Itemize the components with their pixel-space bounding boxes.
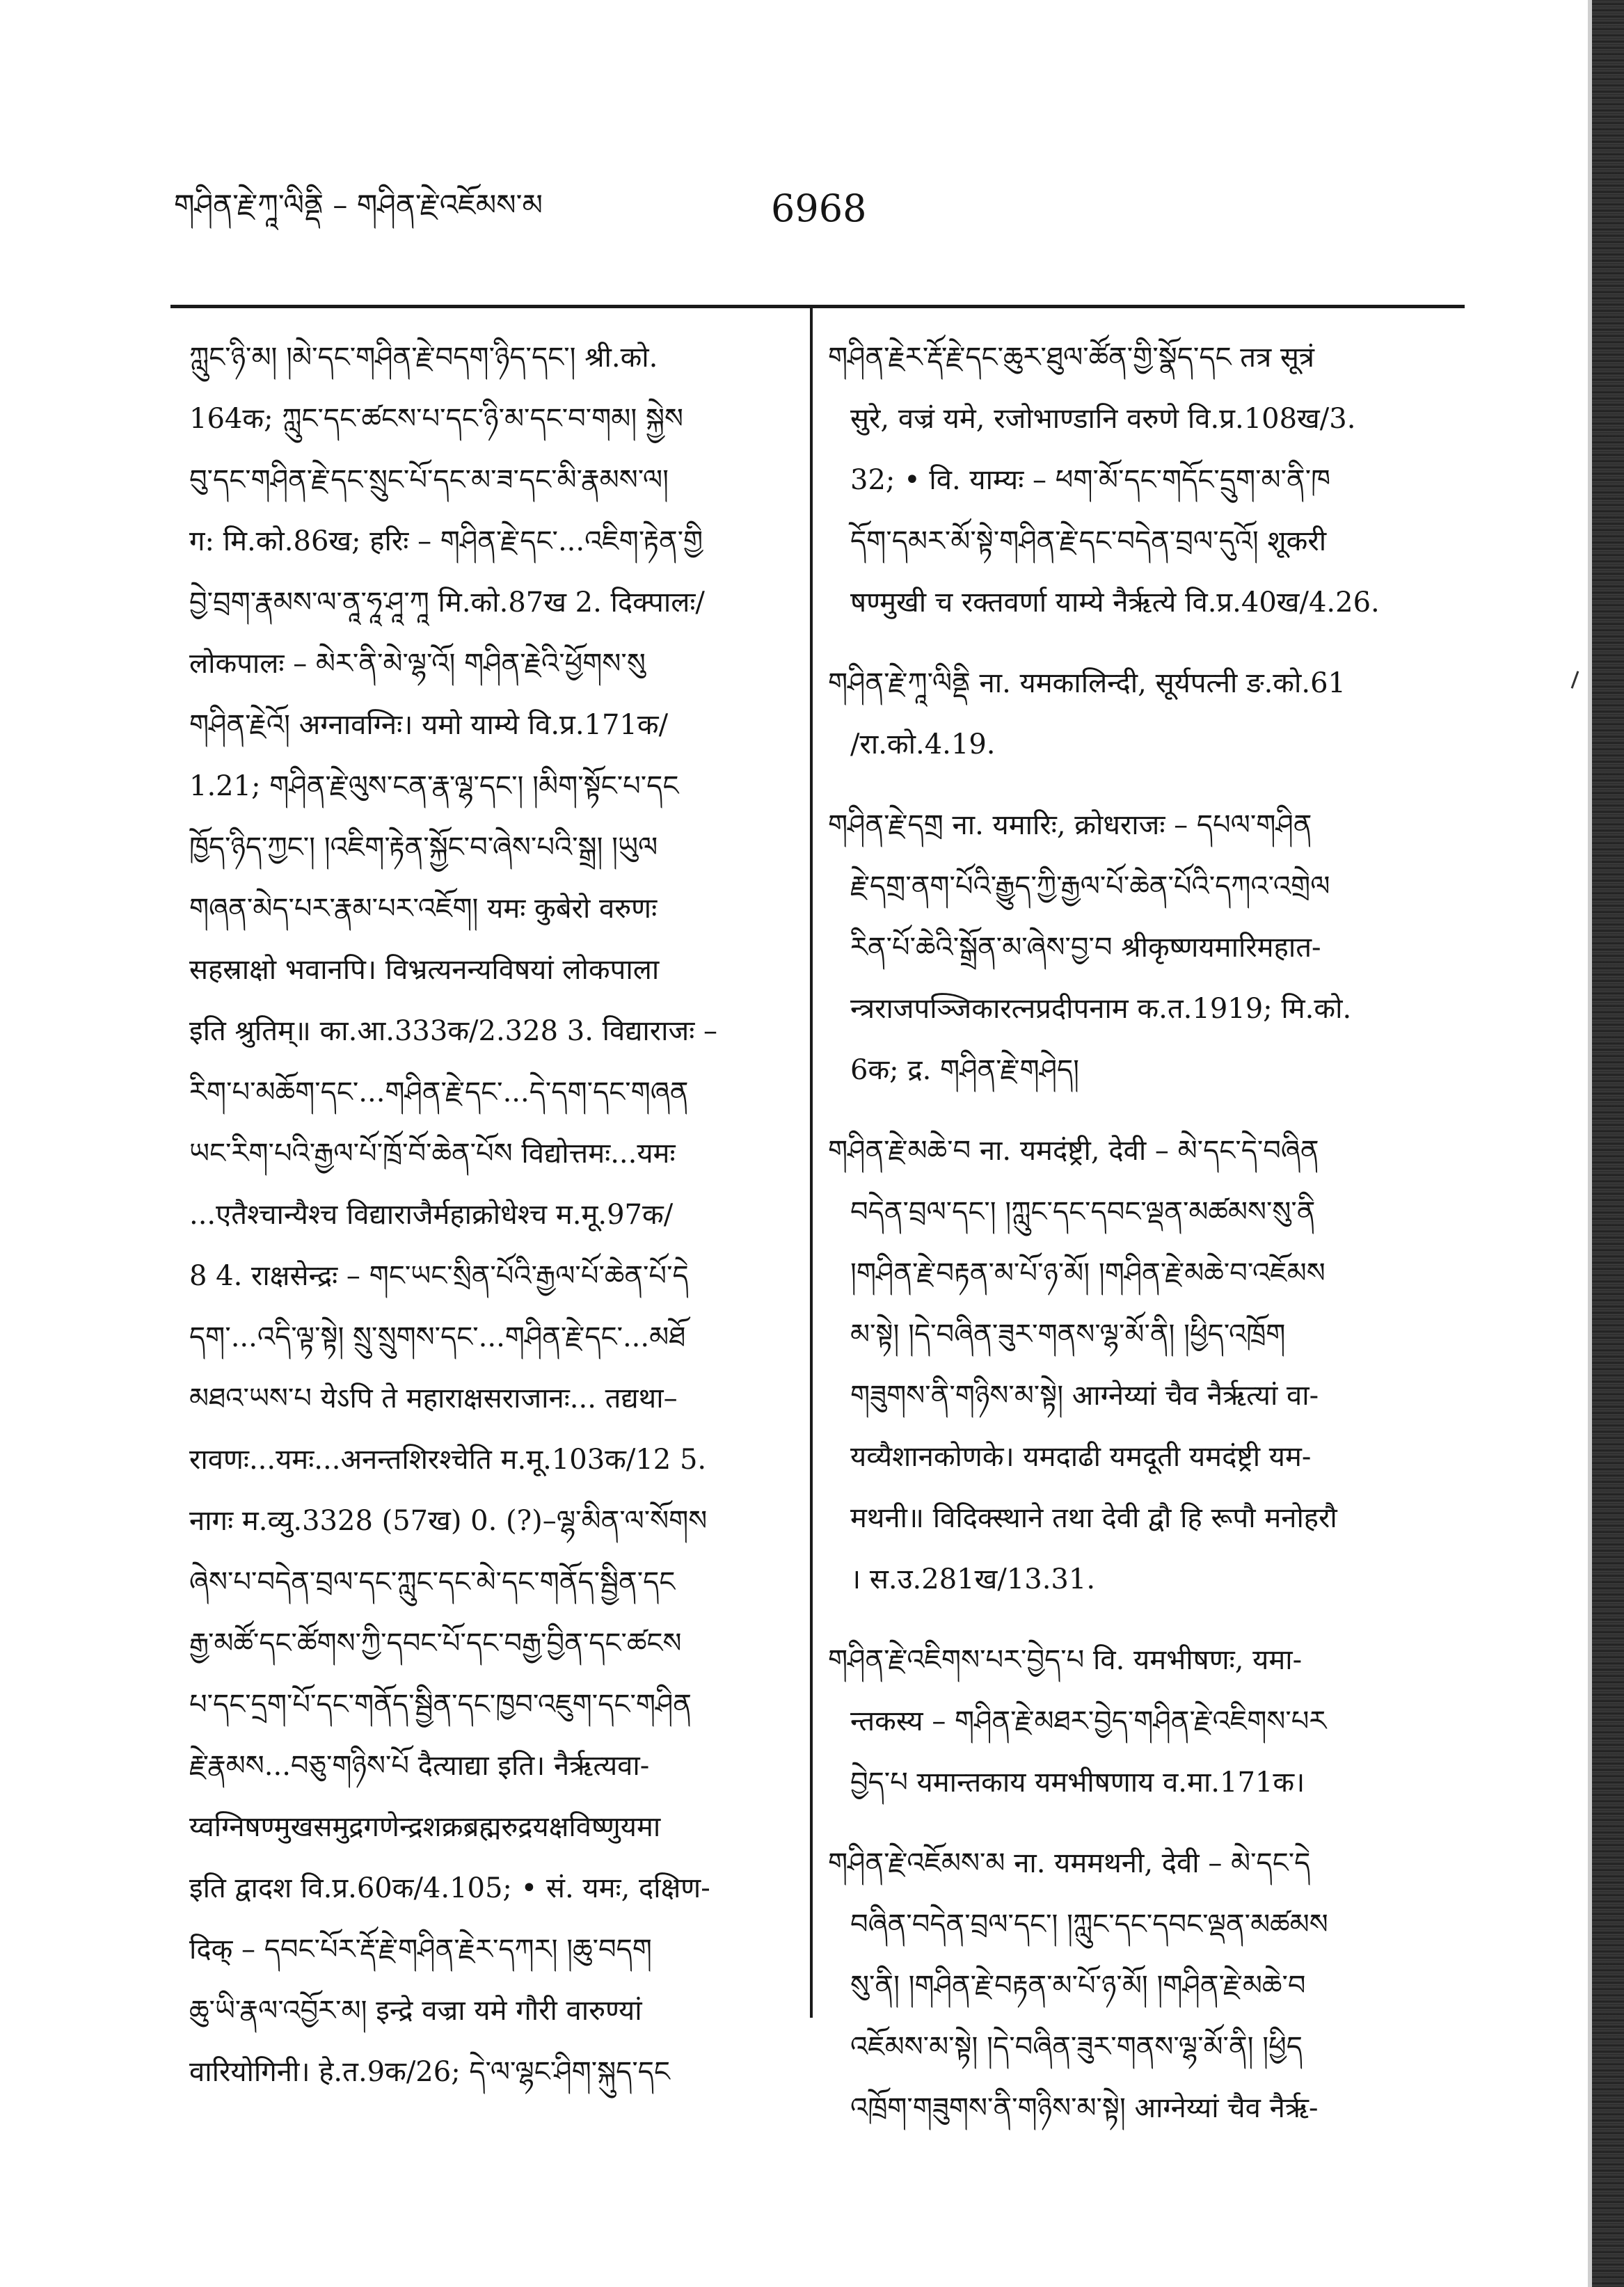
left-column-line: ...एतैश्चान्यैश्च विद्याराजैर्महाक्रोधेश्च म.मू.97क/: [189, 1199, 674, 1231]
left-column-line: दिक् – དབང་པོར་རྡོ་རྗེ་གཤིན་རྗེར་དཀར། །ཆུ་བདག: [189, 1934, 652, 1966]
entry-line: དོག་དམར་མོ་སྟེ་གཤིན་རྗེ་དང་བདེན་བྲལ་དུའོ། शूकरी: [850, 525, 1327, 557]
left-column-line: इति द्वादश वि.प्र.60क/4.105; • सं. यमः, दक्षिण-: [189, 1872, 710, 1904]
dictionary-entry: [828, 1629, 1454, 1813]
left-column-line: ཆུ་ཡི་རྣལ་འབྱོར་མ། इन्द्रे वज्रा यमे गौरी वारुण्यां: [189, 1995, 642, 2027]
dictionary-entry: [828, 1120, 1454, 1610]
left-column-line: བྱེ་བྲག་རྣམས་ལ་ནཱ་ཧཱ་ཤཱ་ཀཱ मि.को.87ख 2. दिक्पालः/: [189, 587, 705, 619]
entry-line: 32; • वि. याम्यः – ཕག་མོ་དང་གདོང་དྲུག་མ་ནི་ཁ: [850, 464, 1331, 496]
left-column-line: བུ་དང་གཤིན་རྗེ་དང་སྲུང་པོ་དང་མ་ཟ་དང་མི་རྣམས་ལ།: [189, 464, 669, 496]
stray-mark: [1571, 671, 1579, 688]
left-column-line: གཤིན་རྗེའོ། अग्नावग्निः। यमो याम्ये वि.प्र.171क/: [189, 709, 669, 741]
right-column: [828, 327, 1454, 2158]
entry-line: གཤིན་རྗེར་རྡོ་རྗེ་དང་ཆུར་ཐུལ་ཚོན་གྱི་སྣོད་དང तत्र सूत्रं: [828, 342, 1314, 374]
left-column-line: རྗེ་རྣམས...བཅུ་གཉིས་པོ दैत्याद्या इति। नैर्ऋत्यवा-: [189, 1750, 650, 1782]
left-column-line: ཞེས་པ་བདེན་བྲལ་དང་ཀླུང་དང་མེ་དང་གནོད་སྦྱིན་དང: [189, 1566, 676, 1598]
left-column-line: 1.21; གཤིན་རྗེ་ལུས་ངན་རྣ་ལྷ་དང༌། །མིག་སྟོང་པ་དང: [189, 770, 679, 802]
entry-line: सुरे, वज्रं यमे, रजोभाण्डानि वरुणे वि.प्र.108ख/3.: [850, 403, 1356, 435]
left-column-line: वारियोगिनी। हे.त.9क/26; དེ་ལ་ལྷང་ཤིག་སྐུད་དང: [189, 2056, 670, 2088]
entry-line: གཤིན་རྗེ་འཇོམས་མ ना. यममथनी, देवी – མེ་དང་དེ: [828, 1847, 1311, 1879]
entry-line: གཤིན་རྗེ་དགྲ ना. यमारिः, क्रोधराजः – དཔལ་གཤིན: [828, 809, 1312, 841]
entry-line: मथनी॥ विदिक्स्थाने तथा देवी द्वौ हि रूपौ मनोहरौ: [850, 1502, 1337, 1534]
left-column-line: 164क; ཀླུང་དང་ཚངས་པ་དང་ཉི་མ་དང་བ་གམ། སྐྱེས: [189, 403, 683, 435]
dictionary-entry: [828, 1833, 1454, 2139]
entry-line: न्त्रराजपञ्जिकारत्नप्रदीपनाम क.त.1919; मि.को.: [850, 993, 1352, 1025]
entry-line: । स.उ.281ख/13.31.: [850, 1563, 1096, 1595]
entry-line: 6क; द्र. གཤིན་རྗེ་གཤེད།: [850, 1054, 1080, 1086]
left-column-line: ཁྱོད་ཉིད་ཀྱང༌། །འཇིག་རྟེན་སྐྱོང་བ་ཞེས་པའི་སྒྲ། །ཡུལ: [189, 831, 658, 863]
dictionary-entry: [828, 327, 1454, 633]
page-number: 6968: [771, 186, 867, 230]
entry-line: སུ་ནི། །གཤིན་རྗེ་བརྟན་མ་པོ་ཉ་མོ། །གཤིན་རྗེ་མཆེ་བ: [850, 1970, 1306, 2002]
left-column-line: 8 4. राक्षसेन्द्रः – གང་ཡང་སྲིན་པོའི་རྒྱལ་པོ་ཆེན་པོ་དེ: [189, 1260, 689, 1292]
left-column: [189, 327, 788, 2103]
entry-line: གཤིན་རྗེ་འཇིགས་པར་བྱེད་པ वि. यमभीषणः, यमा-: [828, 1644, 1303, 1676]
left-column-line: ཡང་རིག་པའི་རྒྱལ་པོ་ཁྲོ་བོ་ཆེན་པོས विद्योत्तमः...यमः: [189, 1138, 676, 1170]
entry-line: མ་སྟེ། །དེ་བཞིན་ཟུར་གནས་ལྷ་མོ་ནི། །ཕྱིད་འཁྲོག: [850, 1318, 1286, 1350]
entry-line: གཟུགས་ནི་གཉིས་མ་སྟེ། आग्नेय्यां चैव नैर्ऋत्यां वा-: [850, 1380, 1319, 1412]
entry-line: यव्यैशानकोणके। यमदाढी यमदूती यमदंष्ट्री यम-: [850, 1441, 1312, 1473]
running-header: གཤིན་རྗེ་ཀཱ་ལིནྡི – གཤིན་རྗེ་འཇོམས་མ: [174, 188, 543, 222]
entry-line: /रा.को.4.19.: [850, 728, 996, 760]
entry-line: འཇོམས་མ་སྟེ། །དེ་བཞིན་ཟུར་གནས་ལྷ་མོ་ནི། །ཕྱིད: [850, 2031, 1303, 2063]
header-rule: [170, 305, 1465, 308]
left-column-line: लोकपालः – མེར་ནི་མེ་ལྷ་འོ། གཤིན་རྗེའི་ཕྱོགས་སུ: [189, 648, 646, 680]
left-column-line: इति श्रुतिम्॥ का.आ.333क/2.328 3. विद्याराजः –: [189, 1015, 717, 1047]
entry-line: རིན་པོ་ཆེའི་སྒྲོན་མ་ཞེས་བྱ་བ श्रीकृष्णयमारिमहात-: [850, 932, 1321, 964]
dictionary-entry: [828, 653, 1454, 775]
left-column-line: सहस्राक्षो भवानपि। विभ्रत्यनन्यविषयां लोकपाला: [189, 954, 660, 986]
left-column-line: ग: मि.को.86ख; हरिः – གཤིན་རྗེ་དང་...འཇིག་རྟེན་གྱི: [189, 525, 703, 557]
entry-line: षण्मुखी च रक्तवर्णा याम्ये नैर्ऋत्ये वि.प्र.40ख/4.26.: [850, 587, 1380, 619]
left-column-line: རྒྱ་མཚོ་དང་ཚོགས་ཀྱི་དབང་པོ་དང་བརྒྱ་བྱིན་དང་ཚངས: [189, 1627, 682, 1659]
column-divider: [810, 306, 813, 2018]
entry-line: འཁྲོག་གཟུགས་ནི་གཉིས་མ་སྟེ། आग्नेय्यां चैव नैर्ऋ-: [850, 2092, 1319, 2124]
left-column-line: གཞན་མེད་པར་རྣམ་པར་འཇོག། यमः कुबेरो वरुणः: [189, 893, 658, 925]
scan-edge: [1592, 0, 1624, 2287]
entry-line: རྗེ་དགྲ་ནག་པོའི་རྒྱུད་ཀྱི་རྒྱལ་པོ་ཆེན་པོའི་དཀའ་འགྲེལ: [850, 870, 1330, 902]
left-column-line: नागः म.व्यु.3328 (57ख) 0. (?)–ལྷ་མིན་ལ་སོགས: [189, 1505, 708, 1537]
left-column-line: རིག་པ་མཆོག་དང་...གཤིན་རྗེ་དང་...དེ་དག་དང་གཞན: [189, 1076, 689, 1108]
left-column-line: रावणः...यमः...अनन्तशिरश्चेति म.मू.103क/12 5.: [189, 1444, 707, 1476]
left-column-line: དག་...འདི་ལྟ་སྟེ། སྲུ་སྲུགས་དང་...གཤིན་རྗེ་དང་...མཐོ: [189, 1321, 686, 1353]
left-column-line: य्वग्निषण्मुखसमुद्रगणेन्द्रशक्रब्रह्मरुद्रयक्षविष्णुयमा: [189, 1811, 661, 1843]
entry-line: བདེན་བྲལ་དང༌། །ཀླུང་དང་དབང་ལྡན་མཚམས་སུ་ནི: [850, 1196, 1316, 1228]
left-column-line: མཐའ་ཡས་པ येऽपि ते महाराक्षसराजानः... तद्यथा–: [189, 1382, 678, 1415]
entry-line: न्तकस्य – གཤིན་རྗེ་མཐར་བྱེད་གཤིན་རྗེ་འཇིགས་པར: [850, 1705, 1327, 1737]
entry-line: གཤིན་རྗེ་མཆེ་བ ना. यमदंष्ट्री, देवी – མེ་དང་དེ་བཞིན: [828, 1135, 1319, 1167]
entry-line: བཞིན་བདེན་བྲལ་དང༌། །ཀླུང་དང་དབང་ལྡན་མཚམས: [850, 1909, 1328, 1941]
entry-line: བྱེད་པ यमान्तकाय यमभीषणाय व.मा.171क।: [850, 1767, 1305, 1799]
left-column-line: ཀླུང་ཉི་མ། །མེ་དང་གཤིན་རྗེ་བདག་ཉིད་དང༌། श्री.को.: [189, 342, 658, 374]
left-column-line: པ་དང་དྲག་པོ་དང་གནོད་སྦྱིན་དང་ཁྱབ་འཇུག་དང་གཤིན: [189, 1689, 692, 1721]
entry-line: གཤིན་རྗེ་ཀཱ་ལིནྡི ना. यमकालिन्दी, सूर्यपत्नी ङ.को.61: [828, 667, 1346, 699]
entry-line: །གཤིན་རྗེ་བརྟན་མ་པོ་ཉ་མོ། །གཤིན་རྗེ་མཆེ་བ་འཇོམས: [850, 1257, 1326, 1289]
dictionary-entry: [828, 795, 1454, 1101]
